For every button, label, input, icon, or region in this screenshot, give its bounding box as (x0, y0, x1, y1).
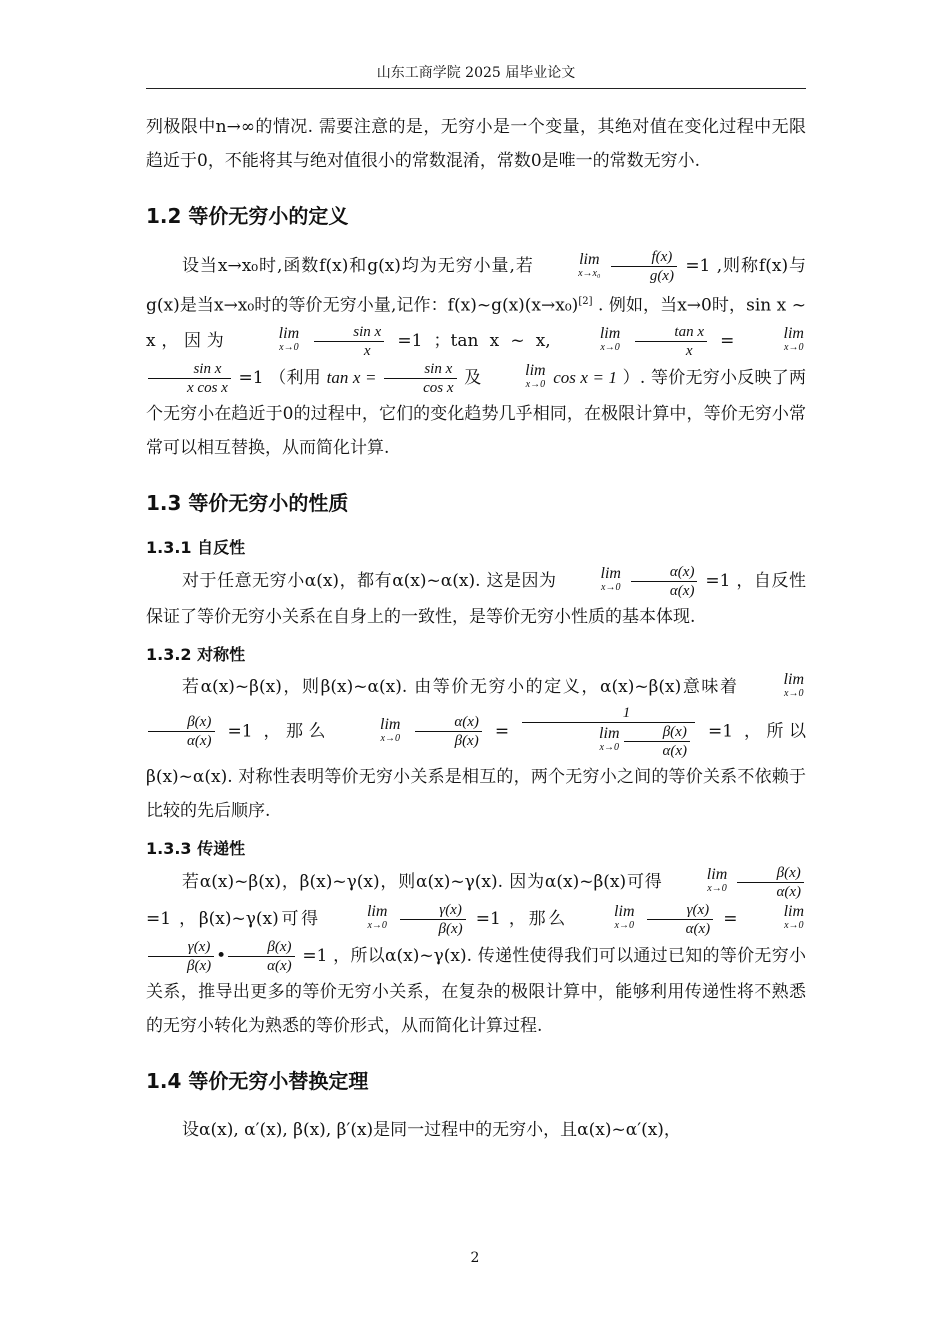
subsection-1-3-2-title: 1.3.2 对称性 (146, 644, 246, 664)
transitive-paragraph: 若α(x)~β(x)，β(x)~γ(x)，则α(x)~γ(x). 因为α(x)~β(x)可得 lim x→0 $\frac{\beta(x)}{\alpha(x)}$ =1 ，β(x)~γ(x)可得 lim x→0 $\frac{\gamma(x)}{\beta(x)}$ =1 ，那么 lim x→0 $\frac{\gamma(x)}{\alpha(x)}$ = lim x→0 $\frac{\gamma(x)}{\beta(x)}$ • $\frac{\beta(x)}{\alpha(x)}$ =1 ，所以α(x)~γ(x). 传递性使得我们可以通过已知的等价无穷小关系，推导出更多的等价无穷小关系，在复杂的极限计算中，能够利用传递性将不熟悉的无穷小转化为熟悉的等价形式，从而简化计算过程. (146, 864, 806, 1036)
reciprocal-fraction: 1 lim x→0 $\frac{\beta(x)}{\alpha(x)}$ (522, 704, 695, 760)
citation-ref: [2] (578, 296, 593, 307)
section-1-4-paragraph: 设α(x), α′(x), β(x), β′(x)是同一过程中的无穷小，且α(x)~α′(x)， (182, 1119, 681, 1140)
subsection-1-3-1-title: 1.3.1 自反性 (146, 537, 246, 557)
subsection-1-3-3-title: 1.3.3 传递性 (146, 838, 246, 858)
fraction-f-over-g: $\frac{f(x)}{g(x)}$ (611, 248, 677, 285)
section-1-4-title: 1.4 等价无穷小替换定理 (146, 1068, 369, 1093)
page-header: 山东工商学院 2025 届毕业论文 (146, 62, 806, 89)
document-body (146, 110, 806, 1147)
section-1-3-title: 1.3 等价无穷小的性质 (146, 490, 349, 515)
symmetric-paragraph: 若α(x)~β(x)，则β(x)~α(x). 由等价无穷小的定义，α(x)~β(x)意味着 lim x→0 $\frac{\beta(x)}{\alpha(x)}$ =1 ，那么 lim x→0 $\frac{\alpha(x)}{\beta(x)}$ = 1 lim x→0 $\frac{\beta(x)}{\alpha(x)}$ =1 ，所以β(x)~α(x). 对称性表明等价无穷小关系是相互的，两个无穷小之间的等价关系不依赖于比较的先后顺序. (146, 671, 807, 821)
lim-operator: lim x→x₀ (578, 250, 601, 279)
section-1-2-title: 1.2 等价无穷小的定义 (146, 204, 349, 228)
page-number: 2 (470, 1250, 480, 1266)
intro-paragraph: 列极限中n→∞的情况. 需要注意的是，无穷小是一个变量，其绝对值在变化过程中无限趋近于0，不能将其与绝对值很小的常数混淆，常数0是唯一的常数无穷小. (146, 117, 806, 171)
section-1-2-paragraph: 设当x→x₀时,函数f(x)和g(x)均为无穷小量,若 lim x→x₀ $\frac{f(x)}{g(x)}$ =1 ,则称f(x)与g(x)是当x→x₀时的等价无穷小量,记作：f(x)~g(x)(x→x₀)[2] . 例如，当x→0时，sin x ~ x，因为 lim x→0 $\frac{\text{sin x}}{x}$ =1 ；tan x ~ x, lim x→0 $\frac{\text{tan x}}{x}$ = lim x→0 $\frac{\text{sin x}}{\text{x cos x}}$ =1 （利用 tan x = $\frac{\text{sin x}}{\text{cos x}}$ 及 lim x→0 cos x = 1 ）. 等价无穷小反映了两个无穷小在趋近于0的过程中，它们的变化趋势几乎相同，在极限计算中，等价无穷小常常可以相互替换，从而简化计算. (146, 249, 807, 458)
reflexive-paragraph: 对于任意无穷小α(x)，都有α(x)~α(x). 这是因为 lim x→0 $\frac{\alpha(x)}{\alpha(x)}$ =1 ，自反性保证了等价无穷小关系在自身上的一致性，是等价无穷小性质的基本体现. (146, 563, 806, 627)
